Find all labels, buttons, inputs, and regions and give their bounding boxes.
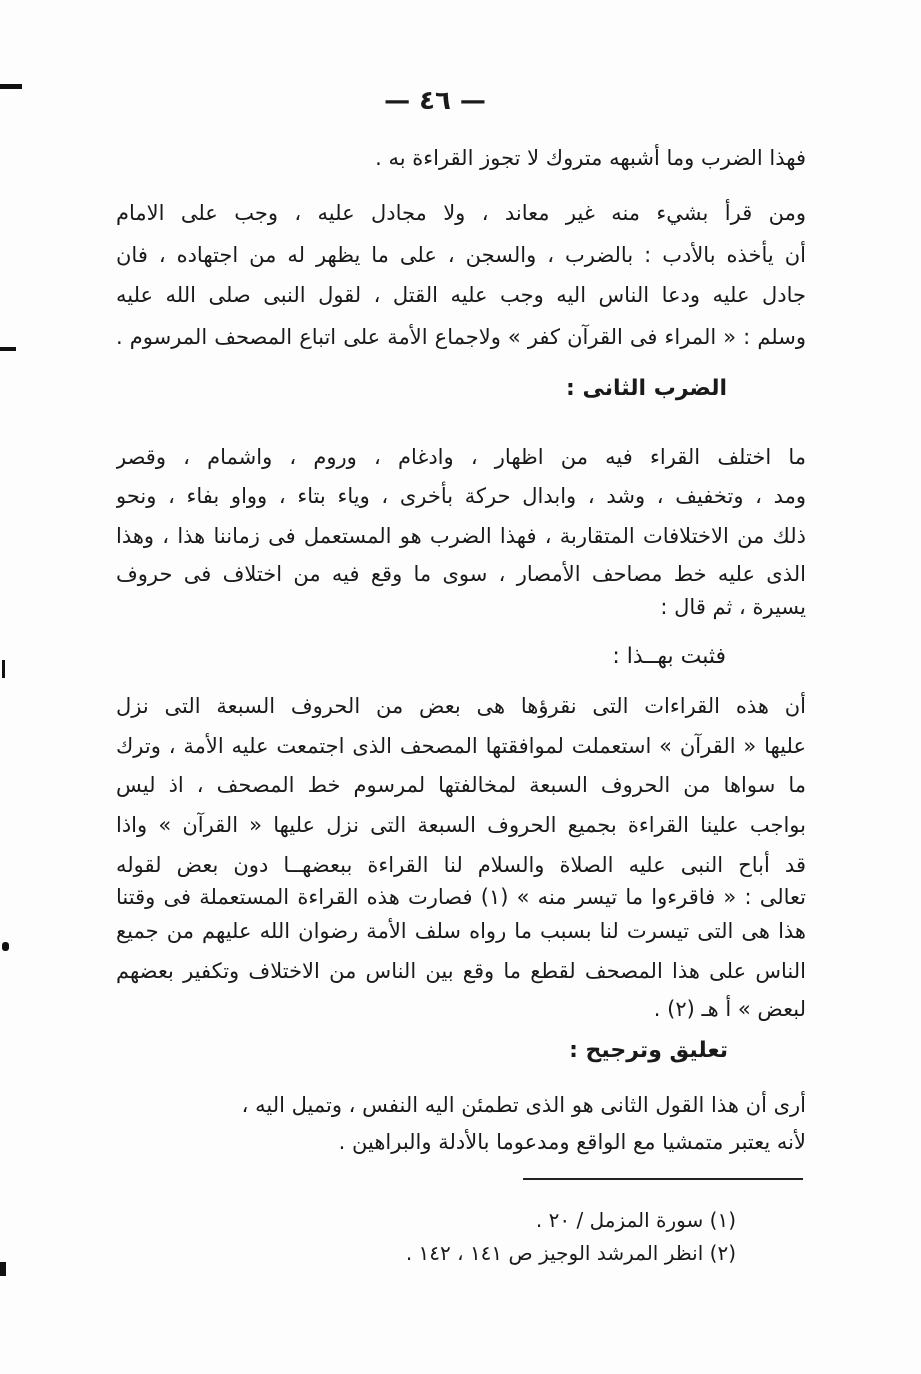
- text-line: الناس على هذا المصحف لقطع ما وقع بين الناس من الاختلاف وتكفير بعضهم: [116, 959, 806, 983]
- text-line: هذا هى التى تيسرت لنا بسبب ما رواه سلف الأمة رضوان الله عليهم من جميع: [116, 919, 806, 943]
- text-line: ما اختلف القراء فيه من اظهار ، وادغام ، وروم ، واشمام ، وقصر: [116, 445, 806, 469]
- footnote-separator: [523, 1178, 803, 1180]
- text-line: عليها « القرآن » استعملت لموافقتها المصحف الذى اجتمعت عليه الأمة ، وترك: [116, 734, 806, 758]
- text-line: فهذا الضرب وما أشبهه متروك لا تجوز القراءة به .: [375, 146, 806, 170]
- scan-mark-top: [0, 84, 22, 89]
- section-heading: الضرب الثانى :: [566, 376, 727, 401]
- section-heading: تعليق وترجيح :: [569, 1038, 728, 1063]
- scan-mark-mid: [0, 347, 16, 351]
- footnote: (٢) انظر المرشد الوجيز ص ١٤١ ، ١٤٢ .: [405, 1241, 736, 1265]
- text-line: يسيرة ، ثم قال :: [660, 595, 806, 619]
- text-line: ذلك من الاختلافات المتقاربة ، فهذا الضرب هو المستعمل فى زماننا هذا ، وهذا: [116, 524, 806, 548]
- text-line: الذى عليه خط مصاحف الأمصار ، سوى ما وقع فيه من اختلاف فى حروف: [116, 562, 806, 586]
- text-line: جادل عليه ودعا الناس اليه وجب عليه القتل ، لقول النبى صلى الله عليه: [116, 283, 806, 307]
- text-line: قد أباح النبى عليه الصلاة والسلام لنا القراءة ببعضهــا دون بعض لقوله: [116, 853, 806, 877]
- text-line: أرى أن هذا القول الثانى هو الذى تطمئن اليه النفس ، وتميل اليه ،: [241, 1093, 806, 1117]
- text-line: أن يأخذه بالأدب : بالضرب ، والسجن ، على ما يظهر له من اجتهاده ، فان: [116, 243, 806, 267]
- text-line: لبعض » أ هـ (٢) .: [653, 997, 806, 1021]
- scan-mark-bottom: [0, 1262, 6, 1276]
- text-line: وسلم : « المراء فى القرآن كفر » ولاجماع الأمة على اتباع المصحف المرسوم .: [116, 325, 806, 349]
- text-line: لأنه يعتبر متمشيا مع الواقع ومدعوما بالأدلة والبراهين .: [338, 1130, 806, 1154]
- scan-mark-dot: [2, 942, 9, 951]
- page-number: — ٤٦ —: [384, 86, 486, 116]
- text-line: بواجب علينا القراءة بجميع الحروف السبعة التى نزل عليها « القرآن » واذا: [116, 813, 806, 837]
- text-line: تعالى : « فاقرءوا ما تيسر منه » (١) فصارت هذه القراءة المستعملة فى وقتنا: [116, 885, 806, 909]
- footnote: (١) سورة المزمل / ٢٠ .: [535, 1208, 736, 1232]
- text-line: ومن قرأ بشيء منه غير معاند ، ولا مجادل عليه ، وجب على الامام: [116, 201, 806, 225]
- scan-mark-low: [2, 660, 5, 678]
- text-line: ما سواها من الحروف السبعة لمخالفتها لمرسوم خط المصحف ، اذ ليس: [116, 773, 806, 797]
- text-line: أن هذه القراءات التى نقرؤها هى بعض من الحروف السبعة التى نزل: [116, 694, 806, 718]
- text-line: ومد ، وتخفيف ، وشد ، وابدال حركة بأخرى ، وياء بتاء ، وواو بفاء ، ونحو: [116, 484, 806, 508]
- section-heading: فثبت بهــذا :: [612, 644, 726, 669]
